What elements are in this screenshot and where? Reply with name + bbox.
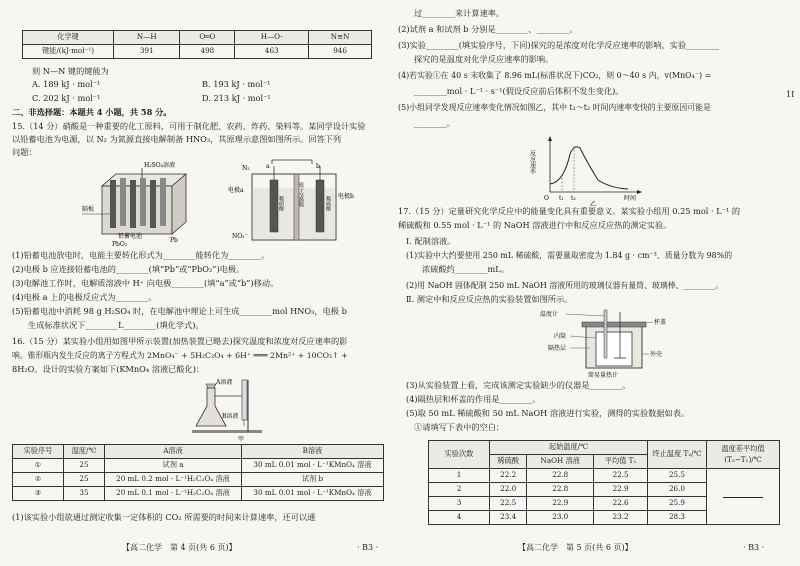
q17-sub-2: (2)用 NaOH 固体配制 250 mL NaOH 溶液所用的玻璃仪器有量筒、玻璃棒、________。 — [406, 281, 723, 290]
q15-line-2: 以铅蓄电池为电源，以 N₂ 为氮源直接电解制备 HNO₃，其原理示意图如图所示。回答下列 — [12, 134, 342, 144]
electrolysis-cell — [252, 166, 336, 240]
q16-sub-5b: ________。 — [414, 118, 455, 128]
burette-icon — [242, 380, 247, 420]
flask-icon — [196, 388, 226, 426]
label-outer: 外壳 — [650, 351, 663, 358]
exp-cell: 试剂 b — [242, 473, 384, 487]
graph-t2: t₂ — [571, 195, 576, 202]
q15-sub-5a: (5)铅蓄电池中消耗 98 g H₂SO₄ 时，在电解池中理论上可生成________mol HNO₃，电极 b — [12, 306, 347, 316]
temp-cell: 25.5 — [648, 469, 707, 483]
label-thermometer: 温度计 — [540, 311, 559, 318]
temp-cell: 22.9 — [527, 497, 594, 511]
label-wire-a: a — [266, 163, 270, 170]
temp-cell: 1 — [429, 469, 490, 483]
q17-line-1: 17.（15 分）定量研究化学反应中的能量变化具有重要意义。某实验小组用 0.25 mol · L⁻¹ 的 — [398, 206, 741, 216]
graph-caption: 乙 — [590, 201, 597, 206]
exp-cell: 30 mL 0.01 mol · L⁻¹KMnO₄ 溶液 — [242, 487, 384, 501]
margin-mark: 1I — [786, 90, 795, 99]
temp-cell: 23.4 — [490, 511, 527, 525]
q15-sub-5b: 生成标准状况下________L________(填化学式)。 — [28, 320, 204, 330]
label-pbo2: PbO₂ — [112, 241, 128, 248]
temp-cell: 22.9 — [594, 483, 648, 497]
graph-xlabel: 时间 — [624, 195, 637, 202]
footer-left: 【高二化学 第 4 页(共 6 页)】 — [122, 543, 237, 552]
apparatus-figure — [152, 376, 292, 442]
temp-header-start: 起始温度/℃ — [490, 441, 648, 455]
label-electrode-b: 电极b — [338, 193, 354, 200]
q14-option-a: A. 189 kJ · mol⁻¹ — [32, 79, 101, 89]
q14-stem: 则 N—N 键的键能为 — [32, 66, 109, 76]
graph-t1: t₁ — [559, 195, 564, 202]
exp-header: B溶液 — [242, 445, 384, 459]
bond-value: 391 — [114, 45, 180, 59]
exp-header: A溶液 — [105, 445, 242, 459]
temp-cell: 22.0 — [490, 483, 527, 497]
q16-line-1: 16.（15 分）某实验小组用如图甲所示装置(加热装置已略去)探究温度和浓度对反应速率的影 — [12, 336, 348, 346]
temperature-table — [428, 440, 780, 525]
temp-subheader: 稀硫酸 — [490, 455, 527, 469]
temp-cell: 22.5 — [490, 497, 527, 511]
label-h2so4: H₂SO₄溶液 — [144, 162, 176, 169]
bond-value: 498 — [180, 45, 235, 59]
bond-header-0: 化学键 — [23, 31, 114, 45]
q15-sub-3: (3)电解池工作时，电解质溶液中 H⁺ 向电极________(填“a”或“b”)移动。 — [12, 278, 279, 288]
exp-cell: 25 — [64, 473, 105, 487]
temp-cell: 2 — [429, 483, 490, 497]
temp-cell: 22.2 — [490, 469, 527, 483]
exp-header: 温度/℃ — [64, 445, 105, 459]
q17-sub-5: (5)取 50 mL 稀硫酸和 50 mL NaOH 溶液进行实验，测得的实验数据如表。 — [406, 408, 690, 418]
label-a-solution: A溶液 — [216, 379, 233, 386]
electrolysis-figure — [82, 158, 362, 250]
temp-diff-blank — [707, 469, 780, 525]
label-insulation: 隔热层 — [548, 345, 567, 352]
q16-sub-3a: (3)实验________(填实验序号，下同)探究的是浓度对化学反应速率的影响，实验________ — [398, 40, 719, 50]
exp-cell: 20 mL 0.2 mol · L⁻¹H₂C₂O₄ 溶液 — [105, 473, 242, 487]
q15-line-1: 15.（14 分）硝酸是一种重要的化工原料，可用于制化肥、农药、炸药、染料等。某同学设计实验 — [12, 121, 366, 131]
temp-header-trial: 实验次数 — [429, 441, 490, 469]
temp-cell: 4 — [429, 511, 490, 525]
temp-cell: 22.8 — [527, 469, 594, 483]
q15-sub-2: (2)电极 b 应连接铅蓄电池的________(填“Pb”或“PbO₂”)电极。 — [12, 264, 245, 274]
label-electrode-a: 电极a — [228, 187, 244, 194]
bond-value: 463 — [235, 45, 309, 59]
temp-cell: 22.8 — [527, 483, 594, 497]
exp-cell: ③ — [13, 487, 64, 501]
footer-right: 【高二化学 第 5 页(共 6 页)】 — [518, 543, 633, 552]
temp-header-diff: 温度差平均值 (T₂−T₁)/℃ — [707, 441, 780, 469]
exp-cell: ① — [13, 459, 64, 473]
temp-cell: 26.0 — [648, 483, 707, 497]
q16-sub-2: (2)试剂 a 和试剂 b 分别是________、________。 — [398, 24, 578, 34]
q15-sub-4: (4)电极 a 上的电极反应式为________。 — [12, 292, 157, 302]
exp-cell: 试剂 a — [105, 459, 242, 473]
graph-ylabel: 反应速率 — [528, 150, 536, 174]
bond-row-label: 键能/(kJ·mol⁻¹) — [23, 45, 114, 59]
experiment-table — [12, 444, 384, 501]
exp-cell: 30 mL 0.01 mol · L⁻¹KMnO₄ 溶液 — [242, 459, 384, 473]
rate-curve — [550, 147, 628, 189]
rate-graph — [528, 134, 648, 206]
label-battery: 铅蓄电池 — [118, 233, 143, 240]
temp-subheader: NaOH 溶液 — [527, 455, 594, 469]
graph-origin: O — [544, 195, 549, 202]
bond-header-2: O═O — [180, 31, 235, 45]
q14-option-d: D. 213 kJ · mol⁻¹ — [202, 93, 271, 103]
q17-sub-3: (3)从实验装置上看，完成该测定实验缺少的仪器是________。 — [406, 380, 631, 390]
q14-option-b: B. 193 kJ · mol⁻¹ — [202, 79, 271, 89]
temp-cell: 22.5 — [594, 469, 648, 483]
bond-header-4: N≡N — [309, 31, 372, 45]
temp-cell: 3 — [429, 497, 490, 511]
temp-cell: 25.9 — [648, 497, 707, 511]
label-pb: Pb — [170, 237, 178, 244]
q17-line-2: 稀硫酸和 0.55 mol · L⁻¹ 的 NaOH 溶液进行中和反应反应热的测定实验。 — [398, 220, 672, 230]
bond-value: 946 — [309, 45, 372, 59]
label-wire-b: b — [316, 163, 320, 170]
label-b-solution: B溶液 — [222, 413, 239, 420]
exp-cell: ② — [13, 473, 64, 487]
q17-part-1: Ⅰ. 配制溶液。 — [406, 236, 456, 246]
q17-sub-4: (4)隔热层和杯盖的作用是________。 — [406, 394, 541, 404]
section-heading: 二、非选择题：本题共 4 小题，共 58 分。 — [12, 107, 172, 117]
temp-cell: 23.0 — [527, 511, 594, 525]
q15-line-3: 问题： — [12, 147, 37, 157]
q14-option-c: C. 202 kJ · mol⁻¹ — [32, 93, 101, 103]
q17-sub-1a: (1)实验中大约要使用 250 mL 稀硫酸，需要量取密度为 1.84 g · cm⁻³、质量分数为 98%的 — [406, 251, 733, 260]
temp-cell: 28.3 — [648, 511, 707, 525]
temp-subheader: 平均值 T₁ — [594, 455, 648, 469]
label-fig-jia: 甲 — [238, 436, 245, 442]
q15-sub-1: (1)铅蓄电池放电时，电能主要转化形式为________能转化为________。 — [12, 250, 270, 260]
label-cup-lid: 杯盖 — [654, 319, 667, 326]
calorimeter-figure — [538, 308, 688, 378]
q16-sub-3b: 探究的是温度对化学反应速率的影响。 — [414, 54, 554, 64]
q16-line-2: 响。锥形瓶内发生反应的离子方程式为 2MnO₄⁻ + 5H₂C₂O₄ + 6H⁺ ═══ 2Mn²⁺ + 10CO₂↑ + — [12, 351, 348, 360]
q17-sub-5i: ①请填写下表中的空白： — [414, 422, 505, 432]
label-membrane: 质子交换膜 — [298, 182, 304, 207]
q17-part-2: Ⅱ. 测定中和反应反应热的实验装置如图所示。 — [406, 294, 573, 304]
label-dilute-h2so4: 稀硫酸 — [325, 196, 331, 211]
q16-line-3: 8H₂O。设计的实验方案如下(KMnO₄ 溶液已酸化)： — [12, 364, 205, 374]
q16-sub-5a: (5)小组同学发现反应速率变化情况如图乙，其中 t₁～t₂ 时间内速率变快的主要原因可能是 — [398, 103, 711, 112]
label-n2: N₂ — [242, 165, 250, 172]
bond-header-1: N—H — [114, 31, 180, 45]
footer-right-code: · B3 · — [743, 543, 765, 552]
exp-cell: 35 — [64, 487, 105, 501]
label-no3: NO₃⁻ — [232, 233, 248, 240]
temp-cell: 22.6 — [594, 497, 648, 511]
label-calorimeter: 简易量热计 — [588, 372, 619, 378]
q16-sub-4b: ________mol · L⁻¹ · s⁻¹(假设反应前后体积不发生变化)。 — [414, 86, 624, 96]
exp-cell: 25 — [64, 459, 105, 473]
bond-header-3: H—O- — [235, 31, 309, 45]
exp-header: 实验序号 — [13, 445, 64, 459]
label-inner: 内筒 — [554, 333, 567, 340]
footer-left-code: · B3 · — [357, 543, 379, 552]
temp-cell: 23.2 — [594, 511, 648, 525]
q17-sub-1b: 浓硫酸约________mL。 — [422, 264, 509, 274]
label-baffle: 隔板 — [82, 206, 95, 213]
exp-cell: 20 mL 0.1 mol · L⁻¹H₂C₂O₄ 溶液 — [105, 487, 242, 501]
q16-sub-1b: 过________来计算速率。 — [414, 8, 505, 18]
thermometer-icon — [604, 310, 607, 358]
q16-sub-4a: (4)若实验①在 40 s 末收集了 8.96 mL(标准状况下)CO₂，则 0～40 s 内，v(MnO₄⁻) = — [398, 71, 712, 80]
q16-sub-1: (1)该实验小组欲通过测定收集一定体积的 CO₂ 所需要的时间来计算速率，还可以通 — [12, 512, 316, 522]
label-dilute-hno3: 稀硝酸 — [278, 196, 284, 211]
bond-energy-table — [22, 30, 372, 59]
temp-header-end: 终止温度 T₂/℃ — [648, 441, 707, 469]
